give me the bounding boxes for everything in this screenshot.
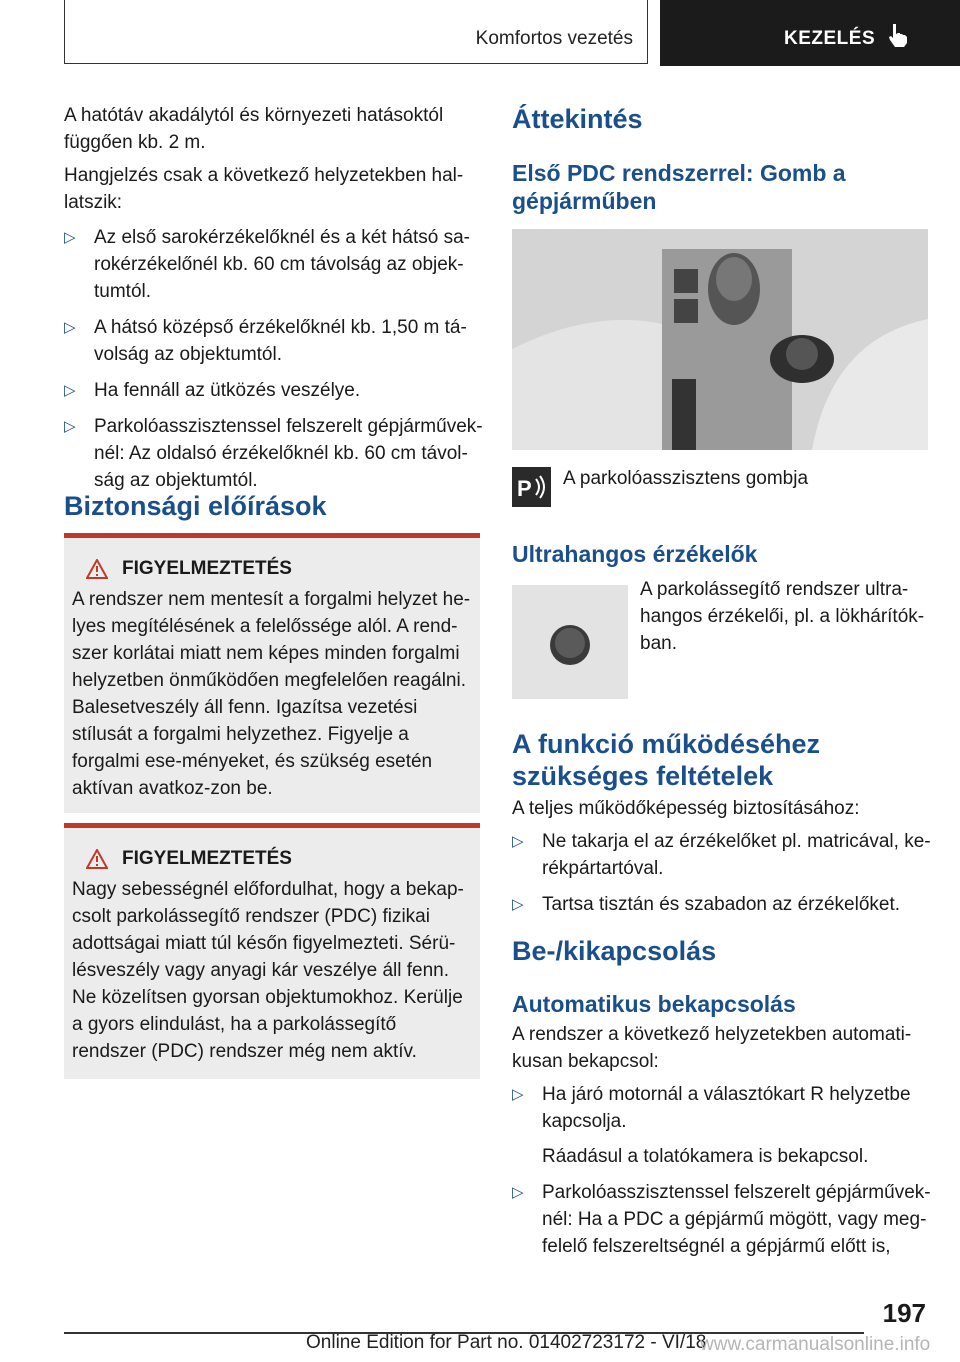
list-item: ▷ Tartsa tisztán és szabadon az érzékelőket. <box>512 891 932 918</box>
bullet-triangle-icon: ▷ <box>512 896 524 913</box>
sensors-heading: Ultrahangos érzékelők <box>512 541 758 567</box>
console-photo <box>512 229 928 450</box>
conditions-list <box>512 828 932 918</box>
header-chapter-tab <box>660 0 960 66</box>
auto-intro: A rendszer a következő helyzetekben automati‐kusan bekapcsol: <box>512 1024 912 1072</box>
list-item: ▷ Parkolóasszisztenssel felszerelt gépjárművek‐nél: Ha a PDC a gépjármű mögött, vagy meg‐felelő felszereltségnél a gépjármű előtt is, <box>512 1179 932 1260</box>
sensors-text: A parkolássegítő rendszer ultra‐hangos érzékelői, pl. a lökhárítók‐ban. <box>640 579 925 654</box>
list-item: ▷ Ha járó motornál a választókart R helyzetbe kapcsolja. <box>512 1081 932 1135</box>
button-heading: Első PDC rendszerrel: Gomb a gépjárműben <box>512 160 846 214</box>
list-item: ▷ Parkolóasszisztenssel felszerelt gépjárművek‐nél: Az oldalsó érzékelőknél kb. 60 cm távol‐ság az objektumtól. <box>64 413 484 494</box>
left-column <box>64 102 484 494</box>
list-item: ▷ Az első sarokérzékelőknél és a két hátsó sa‐rokérzékelőnél kb. 60 cm távolság az objek‐tumtól. <box>64 224 484 305</box>
warning-text: A rendszer nem mentesít a forgalmi helyzet he‐lyes megítélésének a felelőssége alól. A rend‐szer korlátai miatt nem képes minden forgalmi helyzetben önműködően megfelelően reagálni. Balesetveszély áll fenn. Igazítsa vezetési stílusát a forgalmi helyzethez. Figyelje a forgalmi ese‐ményeket, és szükség esetén aktívan avatkoz‐zon be. <box>72 589 471 799</box>
safety-heading: Biztonsági előírások <box>64 491 327 521</box>
paragraph-range: A hatótáv akadálytól és környezeti hatásoktól függően kb. 2 m. <box>64 105 444 153</box>
parking-assistant-button-icon <box>512 467 551 507</box>
paragraph-sound: Hangjelzés csak a következő helyzetekben hal‐latszik: <box>64 165 464 213</box>
footer-edition: Online Edition for Part no. 01402723172 - VI/18 <box>306 1332 707 1353</box>
hand-pointer-icon <box>886 22 910 48</box>
warning-triangle-icon <box>86 849 108 869</box>
overview-heading: Áttekintés <box>512 104 643 134</box>
bullet-triangle-icon: ▷ <box>64 382 76 399</box>
warning-triangle-icon <box>86 559 108 579</box>
button-caption-row <box>512 467 922 507</box>
footer-watermark: www.carmanualsonline.info <box>700 1334 931 1355</box>
bullet-triangle-icon: ▷ <box>512 833 524 850</box>
warning-title: FIGYELMEZTETÉS <box>72 558 472 580</box>
bullet-triangle-icon: ▷ <box>64 319 76 336</box>
bullet-triangle-icon: ▷ <box>512 1184 524 1201</box>
list-item: ▷ Ha fennáll az ütközés veszélye. <box>64 377 484 404</box>
sensor-photo <box>512 585 628 699</box>
warning-text: Nagy sebességnél előfordulhat, hogy a bekap‐csolt parkolássegítő rendszer (PDC) fizikai adottságai miatt túl későn figyelmezteti. Sérü‐lésveszély vagy anyagi kár veszélye áll fenn. Ne közelítsen gyorsan objektumokhoz. Kerülje a gyors elindulást, ha a parkolássegítő rendszer (PDC) rendszer még nem aktív. <box>72 879 464 1062</box>
bullet-triangle-icon: ▷ <box>512 1086 524 1103</box>
onoff-heading: Be-/kikapcsolás <box>512 936 717 966</box>
header-section-title: Komfortos vezetés <box>475 28 633 49</box>
warning-box <box>64 823 480 1079</box>
warning-box <box>64 533 480 813</box>
bullet-triangle-icon: ▷ <box>64 229 76 246</box>
list-item: ▷ A hátsó középső érzékelőknél kb. 1,50 m tá‐volság az objektumtól. <box>64 314 484 368</box>
conditions-intro: A teljes működőképesség biztosításához: <box>512 798 860 819</box>
svg-text:P: P <box>517 476 532 501</box>
auto-list <box>512 1081 932 1260</box>
header-chapter-title: KEZELÉS <box>784 28 876 49</box>
bullet-triangle-icon: ▷ <box>64 418 76 435</box>
warning-title: FIGYELMEZTETÉS <box>72 848 472 870</box>
conditions-heading: A funkció működéséhez szükséges feltételek <box>512 729 821 791</box>
list-item: ▷ Ne takarja el az érzékelőket pl. matricával, ke‐rékpártartóval. <box>512 828 932 882</box>
list-note: Ráadásul a tolatókamera is bekapcsol. <box>542 1146 869 1167</box>
page-number: 197 <box>882 1298 926 1328</box>
auto-heading: Automatikus bekapcsolás <box>512 991 796 1017</box>
button-caption: A parkolóasszisztens gombja <box>563 468 809 489</box>
header-section-tab <box>64 0 648 64</box>
